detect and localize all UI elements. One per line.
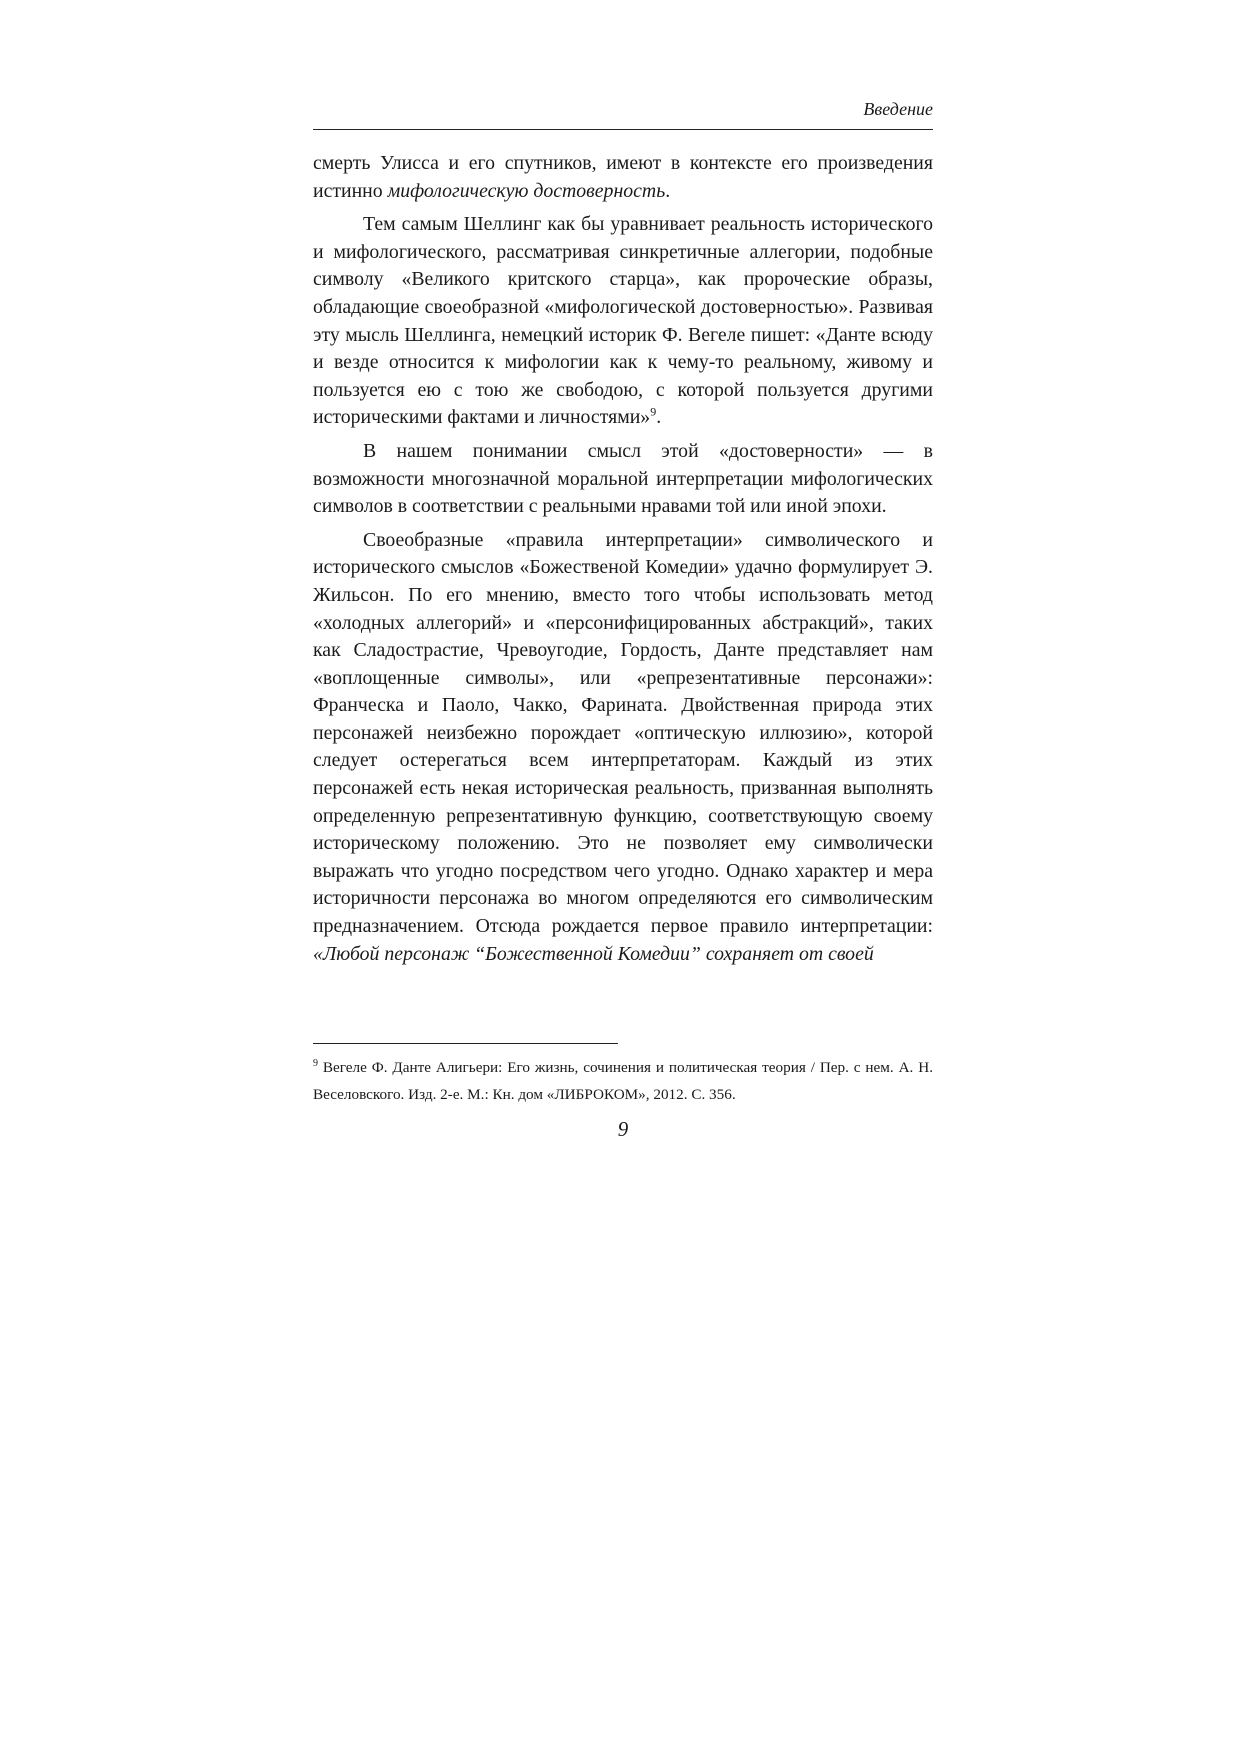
paragraph-1-text: смерть Улисса и его спутников, имеют в контексте его произведения истинно — [313, 152, 933, 202]
paragraph-2-text: Тем самым Шеллинг как бы уравнивает реальность исторического и мифологического, рассматривая синкретичные аллегории, подобные символу «Великого критского старца», как пророческие образы, обладающие своеобразной «мифологической достоверностью». Развивая эту мысль Шеллинга, немецкий историк Ф. Вегеле пишет: «Данте всюду и везде относится к мифологии как к чему-то реальному, живому и пользуется ею с тою же свободою, с которой пользуется другими историческими фактами и личностями» — [313, 213, 933, 429]
footnote-ref[interactable]: 9 — [650, 404, 657, 419]
paragraph-4 — [313, 527, 933, 969]
main-text — [313, 150, 933, 968]
footnote — [313, 1054, 933, 1108]
paragraph-2 — [313, 211, 933, 432]
paragraph-1 — [313, 150, 933, 205]
paragraph-4-italic: «Любой персонаж “Божественной Комедии” сохраняет от своей — [313, 942, 874, 965]
running-head: Введение — [863, 99, 933, 119]
paragraph-4-text: Своеобразные «правила интерпретации» символического и исторического смыслов «Божественой Комедии» удачно формулирует Э. Жильсон. По его мнению, вместо того чтобы использовать метод «холодных аллегорий» и «персонифицированных абстракций», таких как Сладострастие, Чревоугодие, Гордость, Данте представляет нам «воплощенные символы», или «репрезентативные персонажи»: Франческа и Паоло, Чакко, Фарината. Двойственная природа этих персонажей неизбежно порождает «оптическую иллюзию», которой следует остерегаться всем интерпретаторам. Каждый из этих персонажей есть некая историческая реальность, призванная выполнять определенную репрезентативную функцию, соответствующую своему историческому положению. Это не позволяет ему символически выражать что угодно посредством чего угодно. Однако характер и мера историчности персонажа во многом определяются его символическим предназначением. Отсюда рождается первое правило интерпретации: — [313, 528, 933, 938]
footnote-number: 9 — [313, 1057, 318, 1069]
paragraph-1-end: . — [665, 179, 671, 202]
paragraph-2-end: . — [656, 406, 662, 429]
footnote-text: Вегеле Ф. Данте Алигьери: Его жизнь, сочинения и политическая теория / Пер. с нем. А. Н. Веселовского. Изд. 2-е. М.: Кн. дом «ЛИБРОКОМ», 2012. С. 356. — [313, 1059, 933, 1103]
footnote-rule — [313, 1043, 618, 1044]
page-number: 9 — [617, 1117, 629, 1141]
paragraph-1-italic: мифологическую достоверность — [387, 179, 666, 202]
paragraph-3: В нашем понимании смысл этой «достоверности» — в возможности многозначной моральной интерпретации мифологических символов в соответствии с реальными нравами той или иной эпохи. — [313, 439, 933, 518]
header-rule — [313, 129, 933, 130]
